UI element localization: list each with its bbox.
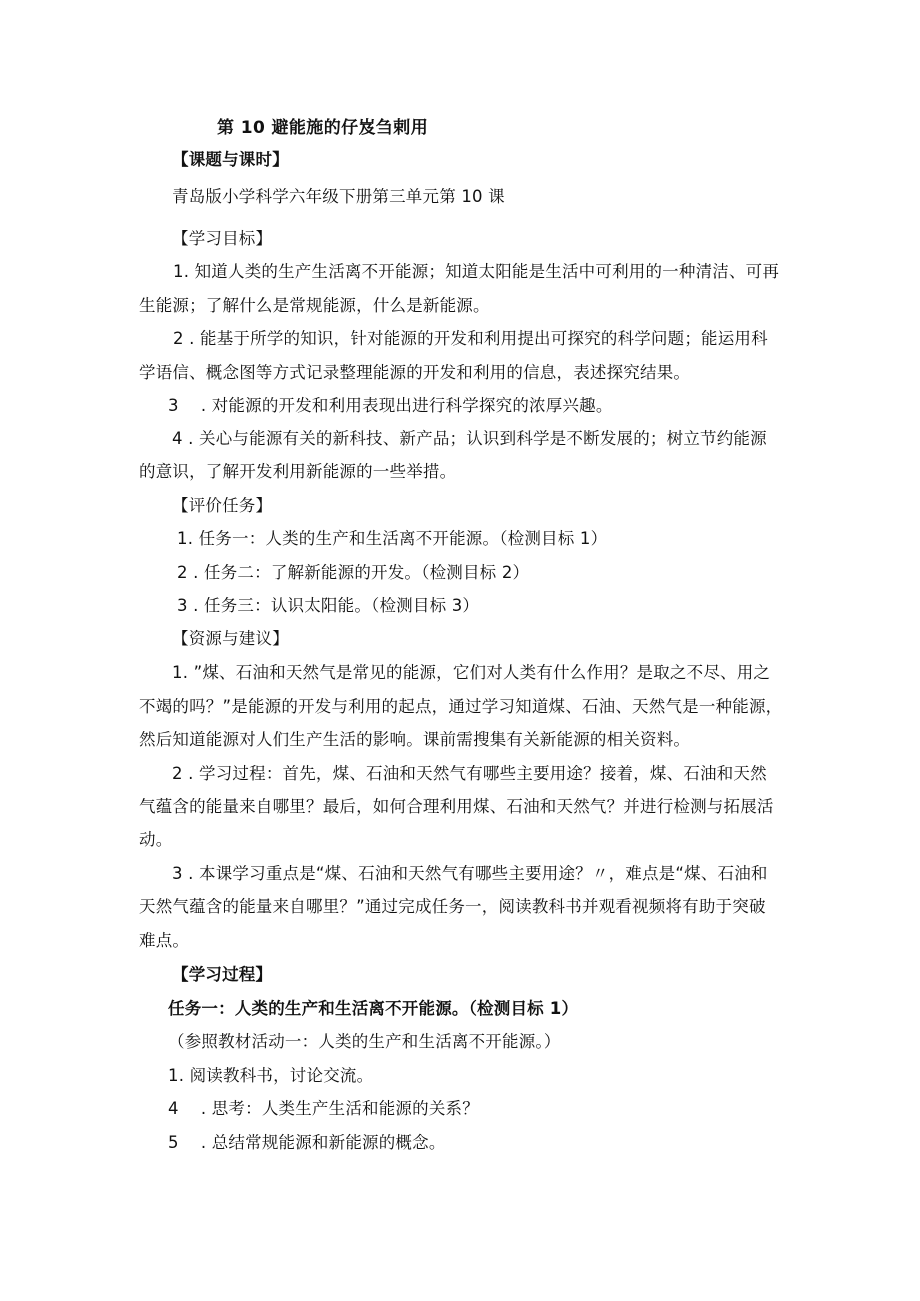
process-step-5: 5 . 总结常规能源和新能源的概念。 xyxy=(168,1133,446,1152)
goal-1-line-1: 1. 知道人类的生产生活离不开能源；知道太阳能是生活中可利用的一种清洁、可再 xyxy=(173,262,780,281)
resource-2-line-1: 2 . 学习过程：首先，煤、石油和天然气有哪些主要用途？接着，煤、石油和天然 xyxy=(172,764,767,783)
task-2: 2 . 任务二：了解新能源的开发。（检测目标 2） xyxy=(177,563,530,582)
resource-3-line-1: 3 . 本课学习重点是“煤、石油和天然气有哪些主要用途？〃，难点是“煤、石油和 xyxy=(172,864,768,883)
process-heading: 【学习过程】 xyxy=(172,965,273,984)
task-3: 3 . 任务三：认识太阳能。（检测目标 3） xyxy=(177,596,480,615)
goal-1-line-2: 生能源；了解什么是常规能源，什么是新能源。 xyxy=(139,296,490,315)
process-step-4: 4 . 思考：人类生产生活和能源的关系？ xyxy=(168,1099,479,1118)
goal-2-line-1: 2 . 能基于所学的知识，针对能源的开发和利用提出可探究的科学问题；能运用科 xyxy=(173,329,768,348)
lesson-text: 青岛版小学科学六年级下册第三单元第 10 课 xyxy=(172,187,505,206)
lesson-heading: 【课题与课时】 xyxy=(172,150,289,169)
resource-2-line-3: 动。 xyxy=(139,830,173,849)
page-title: 第 10 避能施的仔岌刍剌用 xyxy=(217,118,429,138)
resource-1-line-1: 1. ”煤、石油和天然气是常见的能源，它们对人类有什么作用？是取之不尽、用之 xyxy=(172,663,771,682)
resource-2-line-2: 气蕴含的能量来自哪里？最后，如何合理利用煤、石油和天然气？并进行检测与拓展活 xyxy=(139,797,774,816)
resource-3-line-2: 天然气蕴含的能量来自哪里？”通过完成任务一，阅读教科书并观看视频将有助于突破 xyxy=(139,897,766,916)
goal-2-line-2: 学语信、概念图等方式记录整理能源的开发和利用的信息，表述探究结果。 xyxy=(139,363,691,382)
goals-heading: 【学习目标】 xyxy=(172,229,273,248)
tasks-heading: 【评价任务】 xyxy=(172,496,273,515)
resource-1-line-2: 不竭的吗？”是能源的开发与利用的起点，通过学习知道煤、石油、天然气是一种能源， xyxy=(139,697,783,716)
goal-4-line-2: 的意识，了解开发利用新能源的一些举措。 xyxy=(139,462,457,481)
process-task-1-title: 任务一：人类的生产和生活离不开能源。（检测目标 1） xyxy=(168,999,579,1018)
resource-1-line-3: 然后知道能源对人们生产生活的影响。课前需搜集有关新能源的相关资料。 xyxy=(139,730,691,749)
resources-heading: 【资源与建议】 xyxy=(172,629,289,648)
process-step-1: 1. 阅读教科书，讨论交流。 xyxy=(168,1066,374,1085)
goal-3: 3 . 对能源的开发和利用表现出进行科学探究的浓厚兴趣。 xyxy=(168,396,613,415)
resource-3-line-3: 难点。 xyxy=(139,931,190,950)
goal-4-line-1: 4 . 关心与能源有关的新科技、新产品；认识到科学是不断发展的；树立节约能源 xyxy=(172,429,767,448)
task-1: 1. 任务一：人类的生产和生活离不开能源。（检测目标 1） xyxy=(177,529,608,548)
process-task-1-reference: （参照教材活动一：人类的生产和生活离不开能源。） xyxy=(168,1032,561,1051)
